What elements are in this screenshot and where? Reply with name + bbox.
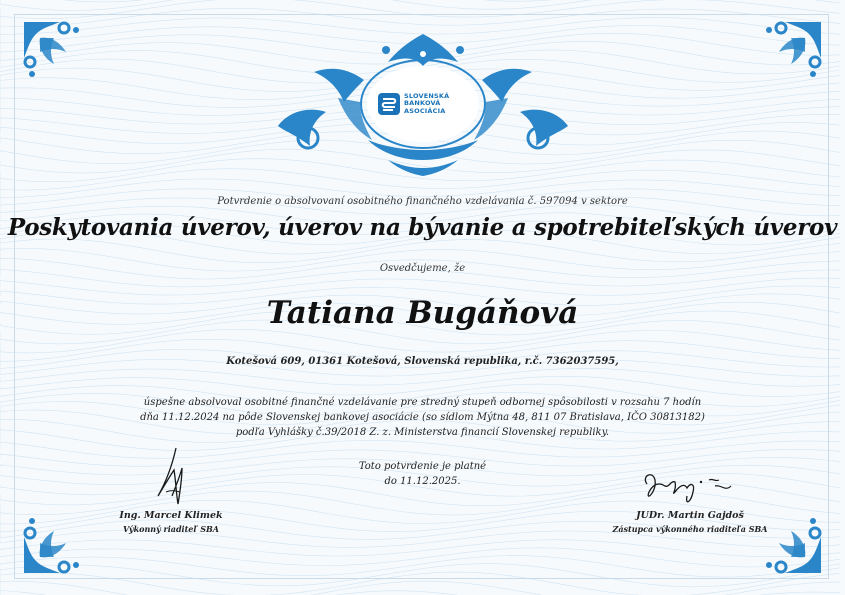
sba-logo-icon [378, 93, 400, 115]
logo-line-2: BANKOVÁ [404, 99, 441, 108]
attestation-text: Osvedčujeme, že [379, 263, 466, 274]
recipient-name: Tatiana Bugáňová [266, 295, 579, 331]
signatory-left-name: Ing. Marcel Klimek [119, 510, 223, 521]
body-line-1: úspešne absolvoval osobitné finančné vzdelávanie pre stredný stupeň odbornej spôsobilosti v rozsahu 7 hodín [143, 397, 702, 408]
signature-block-right [590, 462, 790, 534]
body-line-3: podľa Vyhlášky č.39/2018 Z. z. Ministerstva financií Slovenskej republiky. [235, 427, 610, 438]
ornament-corner-icon [20, 18, 90, 88]
signatory-left-role: Výkonný riaditeľ SBA [123, 524, 219, 534]
signature-right-icon [635, 462, 745, 508]
logo-line-1: SLOVENSKÁ [404, 91, 450, 100]
signatory-right-role: Zástupca výkonného riaditeľa SBA [612, 524, 768, 534]
body-line-2: dňa 11.12.2024 na pôde Slovenskej bankovej asociácie (so sídlom Mýtna 48, 811 07 Bratislava, IČO 30813182) [140, 412, 705, 423]
sba-logo-text [404, 93, 449, 116]
ornament-corner-icon [755, 18, 825, 88]
guilloche-line [0, 0, 840, 11]
logo-line-3: ASOCIÁCIA [404, 106, 446, 115]
guilloche-line [0, 581, 840, 595]
certificate-body [0, 395, 845, 440]
ornament-corner-icon [20, 507, 90, 577]
signature-left-icon [136, 446, 206, 508]
certificate-intro: Potvrdenie o absolvovaní osobitného finančného vzdelávania č. 597094 v sektore [217, 196, 628, 207]
validity-line-1: Toto potvrdenie je platné [358, 461, 487, 472]
signature-block-left [86, 446, 256, 534]
recipient-address: Kotešová 609, 01361 Kotešová, Slovenská republika, r.č. 7362037595, [226, 356, 619, 367]
validity-line-2: do 11.12.2025. [384, 476, 461, 487]
sba-logo [378, 88, 468, 120]
signatory-right-name: JUDr. Martin Gajdoš [636, 510, 744, 521]
certificate-sector-title: Poskytovania úverov, úverov na bývanie a spotrebiteľských úverov [7, 214, 838, 241]
